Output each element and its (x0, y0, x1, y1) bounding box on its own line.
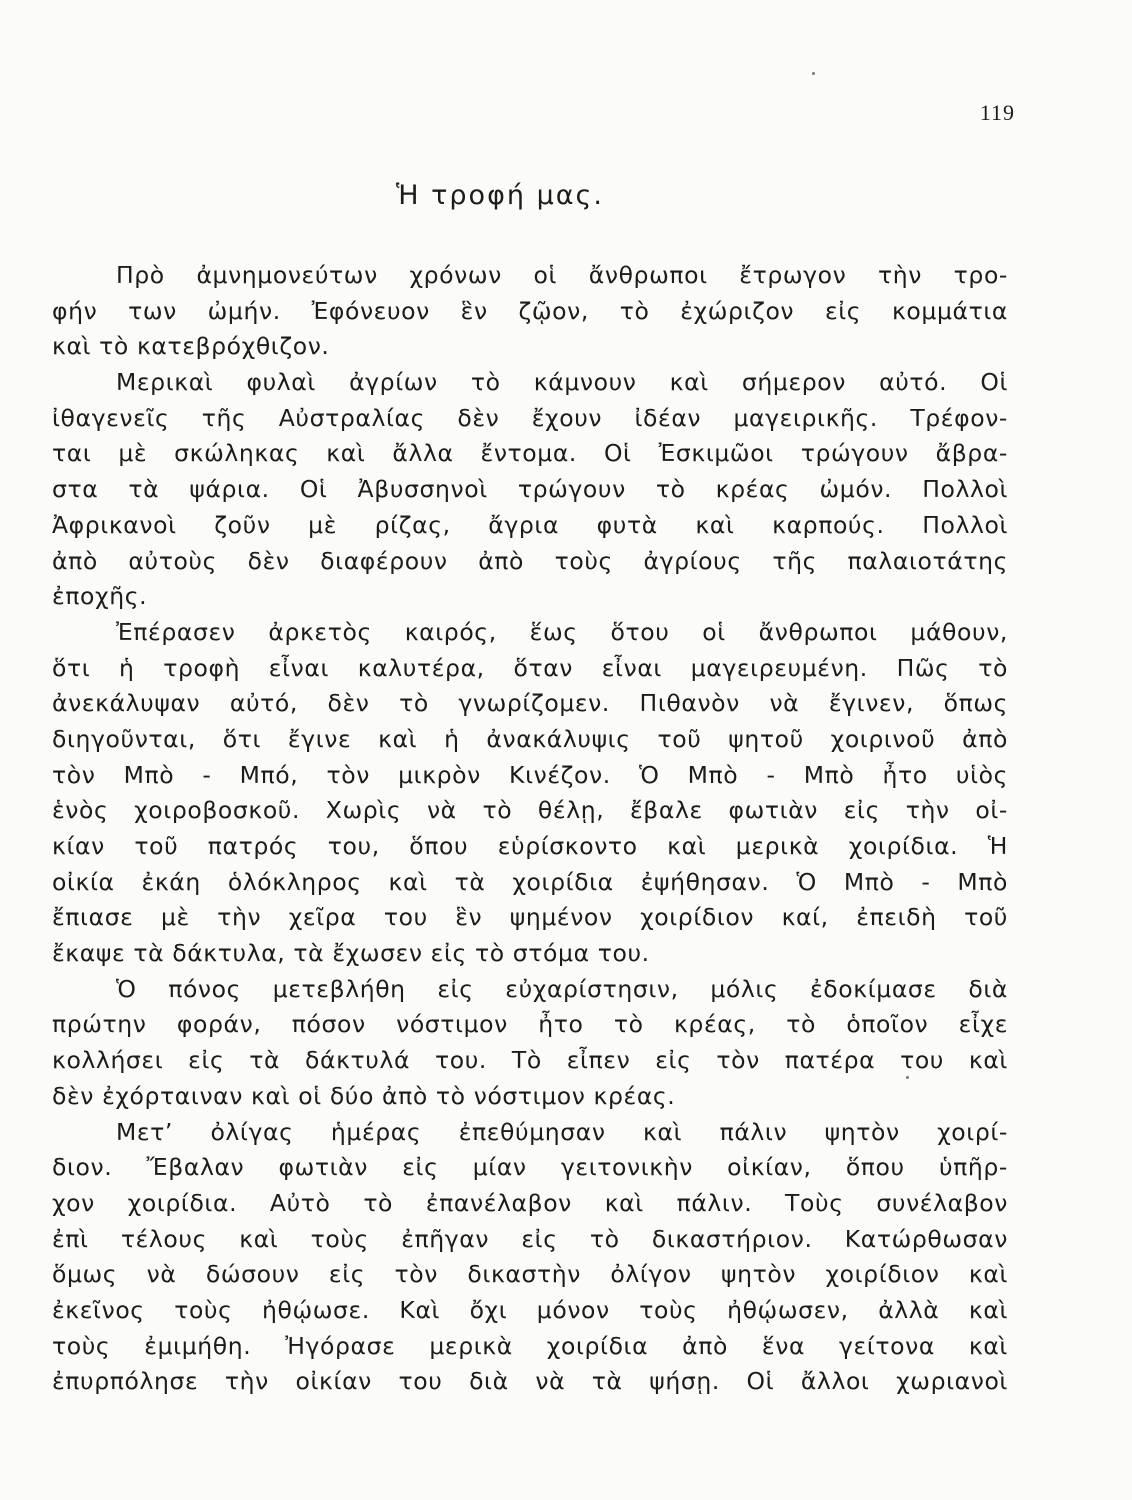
text-line: κίαν τοῦ πατρός του, ὅπου εὑρίσκοντο καὶ μερικὰ χοιρίδια. Ἡ (52, 832, 1008, 860)
text-line: κολλήσει εἰς τὰ δάκτυλά του. Τὸ εἶπεν εἰς τὸν πατέρα του καὶ (52, 1046, 1008, 1075)
text-line: χον χοιρίδια. Αὐτὸ τὸ ἐπανέλαβον καὶ πάλιν. Τοὺς συνέλαβον (52, 1188, 1008, 1217)
body-text (52, 258, 1008, 1478)
text-line: ὅμως νὰ δώσουν εἰς τὸν δικαστὴν ὀλίγον ψητὸν χοιρίδιον καὶ (52, 1260, 1008, 1289)
text-line: ται μὲ σκώληκας καὶ ἄλλα ἔντομα. Οἱ Ἐσκιμῶοι τρώγουν ἄβρα- (52, 439, 1008, 468)
text-line: στα τὰ ψάρια. Οἱ Ἀβυσσηνοὶ τρώγουν τὸ κρέας ὠμόν. Πολλοὶ (52, 475, 1008, 504)
chapter-title: Ἡ τροφή μας. (396, 180, 604, 211)
text-line: Πρὸ ἀμνημονεύτων χρόνων οἱ ἄνθρωποι ἔτρωγον τὴν τρο- (116, 261, 1008, 289)
text-line: οἰκία ἐκάη ὁλόκληρος καὶ τὰ χοιρίδια ἐψήθησαν. Ὁ Μπὸ - Μπὸ (52, 867, 1008, 896)
text-line: δὲν ἐχόρταιναν καὶ οἱ δύο ἀπὸ τὸ νόστιμον κρέας. (52, 1081, 676, 1110)
text-line: τὸν Μπὸ - Μπό, τὸν μικρὸν Κινέζον. Ὁ Μπὸ - Μπὸ ἦτο υἱὸς (52, 760, 1008, 789)
text-line: ἔπιασε μὲ τὴν χεῖρα του ἓν ψημένον χοιρίδιον καί, ἐπειδὴ τοῦ (52, 903, 1008, 932)
text-line: Μετ’ ὀλίγας ἡμέρας ἐπεθύμησαν καὶ πάλιν ψητὸν χοιρί- (116, 1117, 1008, 1146)
text-line: ἰθαγενεῖς τῆς Αὐστραλίας δὲν ἔχουν ἰδέαν μαγειρικῆς. Τρέφον- (52, 403, 1008, 432)
text-line: ἔκαψε τὰ δάκτυλα, τὰ ἔχωσεν εἰς τὸ στόμα του. (52, 939, 650, 968)
text-line: πρώτην φοράν, πόσον νόστιμον ἦτο τὸ κρέας, τὸ ὁποῖον εἶχε (52, 1010, 1008, 1039)
text-line: ὅτι ἡ τροφὴ εἶναι καλυτέρα, ὅταν εἶναι μαγειρευμένη. Πῶς τὸ (52, 653, 1008, 682)
text-line: καὶ τὸ κατεβρόχθιζον. (52, 332, 330, 361)
text-line: διηγοῦνται, ὅτι ἔγινε καὶ ἡ ἀνακάλυψις τοῦ ψητοῦ χοιρινοῦ ἀπὸ (52, 724, 1008, 753)
text-line: ἐποχῆς. (52, 582, 148, 611)
text-line: ἐπὶ τέλους καὶ τοὺς ἐπῆγαν εἰς τὸ δικαστήριον. Κατώρθωσαν (52, 1224, 1008, 1253)
text-line: ἐκεῖνος τοὺς ἠθῴωσε. Καὶ ὄχι μόνον τοὺς ἠθῴωσεν, ἀλλὰ καὶ (52, 1295, 1008, 1324)
page-number: 119 (979, 100, 1015, 125)
text-line: Ἐπέρασεν ἀρκετὸς καιρός, ἕως ὅτου οἱ ἄνθρωποι μάθουν, (116, 617, 1008, 646)
text-line: ἑνὸς χοιροβοσκοῦ. Χωρὶς νὰ τὸ θέλῃ, ἔβαλε φωτιὰν εἰς τὴν οἰ- (52, 796, 1008, 825)
text-line: ἀνεκάλυψαν αὐτό, δὲν τὸ γνωρίζομεν. Πιθανὸν νὰ ἔγινεν, ὅπως (52, 689, 1008, 718)
text-line: ἀπὸ αὐτοὺς δὲν διαφέρουν ἀπὸ τοὺς ἀγρίους τῆς παλαιοτάτης (52, 546, 1008, 575)
text-line: φήν των ὠμήν. Ἐφόνευον ἓν ζῷον, τὸ ἐχώριζον εἰς κομμάτια (52, 296, 1008, 325)
text-line: διον. Ἔβαλαν φωτιὰν εἰς μίαν γειτονικὴν οἰκίαν, ὅπου ὑπῆρ- (52, 1153, 1008, 1182)
text-line: Μερικαὶ φυλαὶ ἀγρίων τὸ κάμνουν καὶ σήμερον αὐτό. Οἱ (116, 368, 1008, 397)
ink-speck (812, 72, 815, 75)
text-line: τοὺς ἐμιμήθη. Ἠγόρασε μερικὰ χοιρίδια ἀπὸ ἕνα γείτονα καὶ (52, 1331, 1008, 1360)
text-line: Ὁ πόνος μετεβλήθη εἰς εὐχαρίστησιν, μόλις ἐδοκίμασε διὰ (116, 974, 1008, 1003)
text-line: Ἀφρικανοὶ ζοῦν μὲ ρίζας, ἄγρια φυτὰ καὶ καρπούς. Πολλοὶ (52, 510, 1008, 539)
text-line: ἐπυρπόλησε τὴν οἰκίαν του διὰ νὰ τὰ ψήσῃ. Οἱ ἄλλοι χωριανοὶ (52, 1367, 1008, 1396)
